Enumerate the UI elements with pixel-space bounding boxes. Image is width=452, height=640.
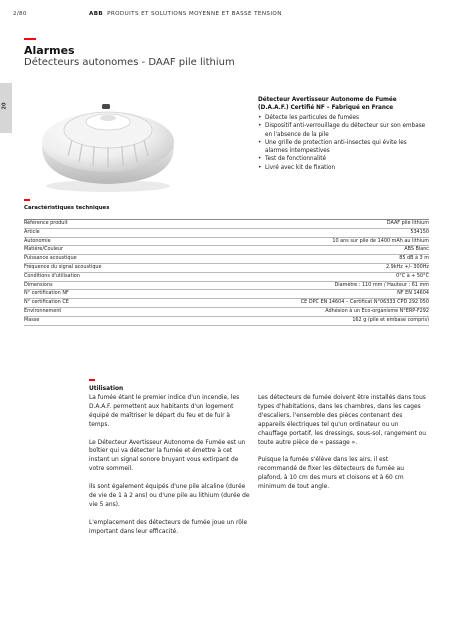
usage-right-column bbox=[258, 394, 428, 501]
section-accent-bar bbox=[24, 199, 30, 201]
page-subtitle: Détecteurs autonomes - DAAF pile lithium bbox=[24, 57, 235, 68]
spec-label: Masse bbox=[24, 316, 177, 325]
spec-label: Autonomie bbox=[24, 237, 177, 246]
spec-value: NF EN 14604 bbox=[177, 290, 429, 299]
usage-left-column bbox=[89, 385, 252, 546]
spec-label: Matière/Couleur bbox=[24, 246, 177, 255]
usage-paragraph: Puisque la fumée s'élève dans les airs, il est recommandé de fixer les détecteurs de fumée au plafond, à 10 cm des murs et cloisons et à 60 cm minimum de tout angle. bbox=[258, 457, 404, 491]
spec-label: N° certification NF bbox=[24, 290, 177, 299]
spec-value: CE DPC EN 14604 – Certificat N°06333 CPD 292 050 bbox=[177, 299, 429, 308]
usage-heading: Utilisation bbox=[89, 386, 124, 392]
usage-paragraph: La fumée étant le premier indice d'un incendie, les D.A.A.F. permettent aux habitants d'un logement équipé de maîtriser le départ du feu et de fuir à temps. bbox=[89, 394, 240, 428]
feature-item: • Une grille de protection anti-insectes qui évite les alarmes intempestives bbox=[258, 139, 430, 156]
page-number: 2/80 bbox=[13, 11, 27, 17]
feature-item: • Test de fonctionnalité bbox=[258, 155, 430, 163]
table-row bbox=[24, 246, 429, 255]
brand-name: ABB bbox=[89, 11, 104, 17]
smoke-detector-image bbox=[28, 84, 196, 194]
feature-item: • Livré avec kit de fixation bbox=[258, 164, 430, 172]
feature-item: • Détecte les particules de fumées bbox=[258, 114, 430, 122]
spec-value: ABS Blanc bbox=[177, 246, 429, 255]
running-header bbox=[89, 11, 282, 17]
spec-value: DAAF pile lithium bbox=[177, 220, 429, 229]
spec-label: Référence produit bbox=[24, 220, 177, 229]
usage-paragraph: Le Détecteur Avertisseur Autonome de Fumée est un boîtier qui va détecter la fumée et émettre à cet instant un signal sonore bruyant vous extirpant de votre sommeil. bbox=[89, 439, 246, 473]
product-title-line: Détecteur Avertisseur Autonome de Fumée bbox=[258, 97, 397, 103]
usage-paragraph: Les détecteurs de fumée doivent être installés dans tous types d'habitations, dans les chambres, dans les cages d'escaliers, l'ensemble des pièces contenant des appareils électriques tel qu'un ordinateur ou un chauffage portatif, les dressings, sous-sol, rangement ou toute autre pièce de « passage ». bbox=[258, 395, 426, 446]
product-title bbox=[258, 96, 418, 112]
feature-item: • Dispositif anti-verrouillage du détecteur sur son embase en l'absence de la pile bbox=[258, 122, 430, 139]
table-row bbox=[24, 255, 429, 264]
spec-label: N° certification CE bbox=[24, 299, 177, 308]
chapter-number: 20 bbox=[1, 102, 8, 110]
table-row bbox=[24, 316, 429, 325]
spec-value: 10 ans sur pile de 1400 mAh au lithium bbox=[177, 237, 429, 246]
spec-label: Dimensions bbox=[24, 281, 177, 290]
product-title-line: (D.A.A.F.) Certifié NF – Fabriqué en France bbox=[258, 105, 394, 111]
feature-list bbox=[258, 114, 430, 172]
table-row bbox=[24, 281, 429, 290]
table-row bbox=[24, 272, 429, 281]
table-row bbox=[24, 307, 429, 316]
spec-label: Fréquence du signal acoustique bbox=[24, 263, 177, 272]
table-row bbox=[24, 228, 429, 237]
table-row bbox=[24, 263, 429, 272]
spec-value: 534150 bbox=[177, 228, 429, 237]
specs-table bbox=[24, 219, 429, 326]
spec-label: Environnement bbox=[24, 307, 177, 316]
spec-value: 2.9kHz +/- 300Hz bbox=[177, 263, 429, 272]
title-accent-bar bbox=[24, 38, 36, 40]
page-title: Alarmes bbox=[24, 44, 75, 57]
usage-accent-bar bbox=[89, 379, 95, 381]
usage-paragraph: L'emplacement des détecteurs de fumée joue un rôle important dans leur efficacité. bbox=[89, 519, 248, 535]
spec-value: 162 g (pile et embase compris) bbox=[177, 316, 429, 325]
table-row bbox=[24, 299, 429, 308]
spec-label: Article bbox=[24, 228, 177, 237]
spec-value: Diamètre : 110 mm / Hauteur : 61 mm bbox=[177, 281, 429, 290]
spec-value: 0°C à + 50°C bbox=[177, 272, 429, 281]
table-row bbox=[24, 237, 429, 246]
spec-label: Conditions d'utilisation bbox=[24, 272, 177, 281]
spec-value: 85 dB à 3 m bbox=[177, 255, 429, 264]
spec-label: Puissance acoustique bbox=[24, 255, 177, 264]
section-name: PRODUITS ET SOLUTIONS MOYENNE ET BASSE TENSION bbox=[107, 11, 282, 17]
chapter-tab bbox=[0, 83, 12, 133]
spec-value: Adhésion à un Eco-organisme N°ERP-F292 bbox=[177, 307, 429, 316]
specs-heading: Caractéristiques techniques bbox=[24, 205, 110, 211]
table-row bbox=[24, 290, 429, 299]
table-row bbox=[24, 220, 429, 229]
usage-paragraph: Ils sont également équipés d'une pile alcaline (durée de vie de 1 à 2 ans) ou d'une pile au lithium (durée de vie 5 ans). bbox=[89, 484, 250, 508]
